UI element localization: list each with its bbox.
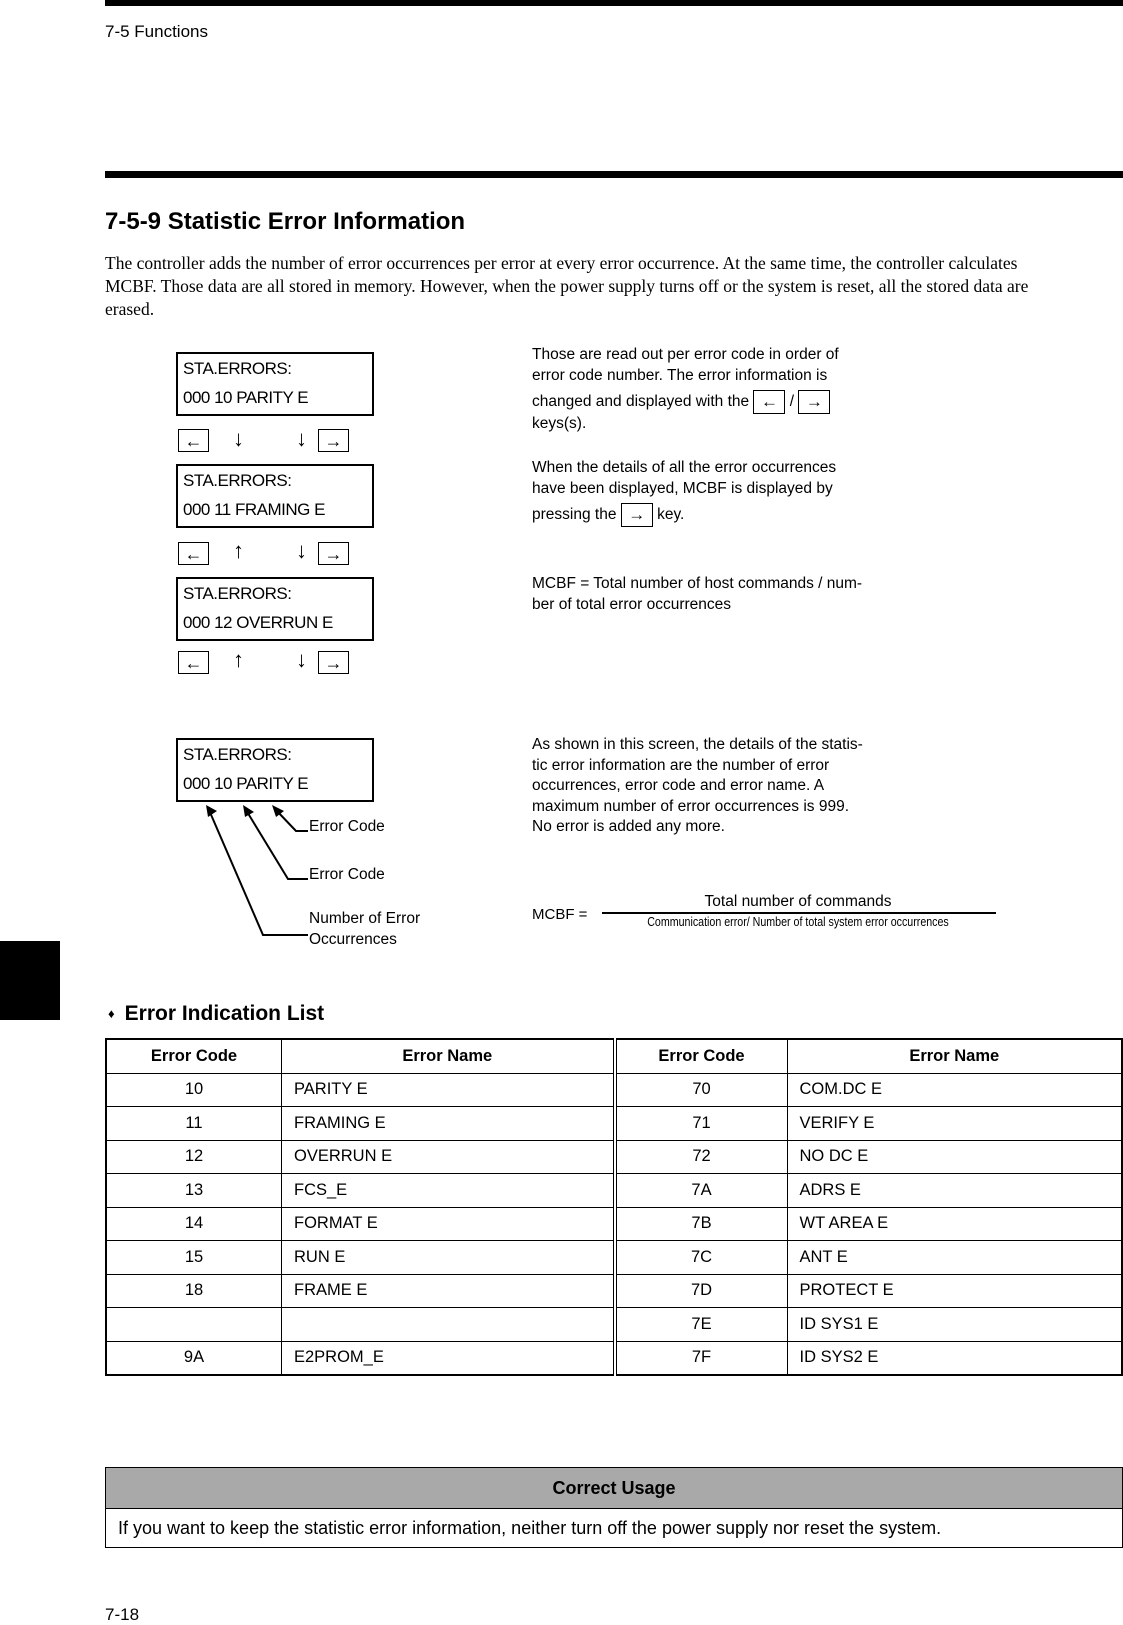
error-name-cell: VERIFY E — [787, 1107, 1122, 1141]
lcd-line-2: 000 10 PARITY E — [183, 774, 309, 793]
callout-error-code: Error Code — [309, 866, 385, 883]
note-line: keys(s). — [532, 415, 587, 432]
chapter-thumb-tab — [0, 941, 60, 1020]
callout-line: Number of Error — [309, 910, 421, 927]
left-arrow-key-icon: ← — [753, 390, 785, 414]
error-code-cell: 12 — [106, 1140, 282, 1174]
error-code-cell — [106, 1308, 282, 1342]
error-name-cell: ADRS E — [787, 1174, 1122, 1208]
down-arrow-icon: ↓ — [233, 426, 244, 451]
error-name-cell — [282, 1308, 615, 1342]
mcbf-formula-denominator: Communication error/ Number of total system error occurrences — [647, 914, 949, 929]
lcd-line-1: STA.ERRORS: — [183, 359, 292, 378]
error-name-cell: FORMAT E — [282, 1207, 615, 1241]
error-list-title-text: Error Indication List — [124, 1002, 325, 1025]
mcbf-formula-numerator: Total number of commands — [704, 893, 892, 910]
correct-usage-text: If you want to keep the statistic error information, neither turn off the power supply nor reset the system. — [118, 1518, 942, 1538]
error-name-cell: OVERRUN E — [282, 1140, 615, 1174]
down-arrow-icon: ↓ — [296, 538, 307, 563]
note-line: MCBF = Total number of host commands / num- — [532, 575, 863, 592]
note-line: No error is added any more. — [532, 818, 725, 835]
column-header: Error Code — [615, 1039, 788, 1073]
error-code-cell: 7E — [615, 1308, 788, 1342]
callout-error-code: Error Code — [309, 818, 385, 835]
correct-usage-title: Correct Usage — [106, 1468, 1122, 1509]
correct-usage-box — [105, 1467, 1123, 1548]
down-arrow-icon: ↓ — [296, 426, 307, 451]
note-line: tic error information are the number of error — [532, 756, 830, 774]
error-name-cell: E2PROM_E — [282, 1341, 615, 1375]
lcd-line-1: STA.ERRORS: — [183, 471, 292, 490]
diamond-bullet-icon: ♦ — [108, 1006, 115, 1021]
right-arrow-key-icon: → — [621, 503, 653, 527]
callout-number-of-occurrences — [309, 909, 420, 950]
note-line: error code number. The error information is — [532, 366, 828, 384]
column-header: Error Code — [106, 1039, 282, 1073]
lcd-line-2: 000 11 FRAMING E — [183, 500, 325, 519]
error-code-cell: 11 — [106, 1107, 282, 1141]
column-header: Error Name — [282, 1039, 615, 1073]
error-code-cell: 7F — [615, 1341, 788, 1375]
error-code-cell: 18 — [106, 1274, 282, 1308]
table-row — [106, 1207, 1122, 1241]
page-number: 7-18 — [105, 1605, 140, 1624]
error-code-cell: 13 — [106, 1174, 282, 1208]
up-arrow-icon: ↑ — [233, 538, 244, 563]
lcd-line-1: STA.ERRORS: — [183, 584, 292, 603]
table-header-row — [106, 1039, 1122, 1073]
error-name-cell: FCS_E — [282, 1174, 615, 1208]
note-line: Those are read out per error code in order of — [532, 346, 839, 363]
note-text: pressing the — [532, 506, 617, 524]
error-name-cell: PARITY E — [282, 1073, 615, 1107]
error-name-cell: ANT E — [787, 1241, 1122, 1275]
lcd-line-2: 000 10 PARITY E — [183, 388, 309, 407]
error-indication-table — [105, 1038, 1123, 1376]
error-name-cell: WT AREA E — [787, 1207, 1122, 1241]
error-name-cell: FRAMING E — [282, 1107, 615, 1141]
error-list-title — [108, 1002, 324, 1026]
left-arrow-key-icon: ← — [178, 429, 209, 452]
note-line: When the details of all the error occurrences — [532, 459, 837, 476]
table-row — [106, 1274, 1122, 1308]
note-text: changed and displayed with the — [532, 393, 750, 411]
lcd-line-1: STA.ERRORS: — [183, 745, 292, 764]
note-line: As shown in this screen, the details of the statis- — [532, 736, 863, 753]
table-row — [106, 1140, 1122, 1174]
error-code-cell: 9A — [106, 1341, 282, 1375]
error-code-cell: 10 — [106, 1073, 282, 1107]
intro-line: The controller adds the number of error occurrences per error at every error occurrence. At the same time, the controller calculates — [105, 253, 1018, 273]
note-text: key. — [657, 506, 685, 524]
lcd-line-2: 000 12 OVERRUN E — [183, 613, 333, 632]
error-code-cell: 7D — [615, 1274, 788, 1308]
error-code-cell: 71 — [615, 1107, 788, 1141]
callout-line: Occurrences — [309, 930, 397, 948]
right-arrow-key-icon: → — [318, 542, 349, 565]
down-arrow-icon: ↓ — [296, 647, 307, 672]
left-arrow-key-icon: ← — [178, 651, 209, 674]
up-arrow-icon: ↑ — [233, 647, 244, 672]
error-code-cell: 72 — [615, 1140, 788, 1174]
error-name-cell: ID SYS1 E — [787, 1308, 1122, 1342]
table-row — [106, 1308, 1122, 1342]
mcbf-formula-lhs: MCBF = — [532, 906, 588, 923]
section-title: 7-5-9 Statistic Error Information — [105, 208, 466, 235]
right-arrow-key-icon: → — [798, 390, 830, 414]
error-name-cell: PROTECT E — [787, 1274, 1122, 1308]
note-line: occurrences, error code and error name. A — [532, 777, 825, 794]
detail-note — [532, 735, 912, 838]
error-code-cell: 15 — [106, 1241, 282, 1275]
table-row — [106, 1241, 1122, 1275]
right-arrow-key-icon: → — [318, 429, 349, 452]
note-line: have been displayed, MCBF is displayed by — [532, 479, 833, 497]
error-name-cell: NO DC E — [787, 1140, 1122, 1174]
intro-line: MCBF. Those data are all stored in memory. However, when the power supply turns off or the system is reset, all the stored data are — [105, 276, 1029, 296]
error-code-cell: 7A — [615, 1174, 788, 1208]
error-name-cell: FRAME E — [282, 1274, 615, 1308]
note-line: ber of total error occurrences — [532, 595, 732, 613]
intro-line: erased. — [105, 299, 155, 319]
error-name-cell: ID SYS2 E — [787, 1341, 1122, 1375]
error-code-cell: 7B — [615, 1207, 788, 1241]
error-code-cell: 70 — [615, 1073, 788, 1107]
error-name-cell: COM.DC E — [787, 1073, 1122, 1107]
error-code-cell: 7C — [615, 1241, 788, 1275]
slash-separator: / — [789, 393, 795, 411]
table-row — [106, 1107, 1122, 1141]
table-row — [106, 1341, 1122, 1375]
table-row — [106, 1073, 1122, 1107]
column-header: Error Name — [787, 1039, 1122, 1073]
error-name-cell: RUN E — [282, 1241, 615, 1275]
error-code-cell: 14 — [106, 1207, 282, 1241]
left-arrow-key-icon: ← — [178, 542, 209, 565]
right-arrow-key-icon: → — [318, 651, 349, 674]
note-line: maximum number of error occurrences is 999. — [532, 797, 850, 815]
table-row — [106, 1174, 1122, 1208]
running-head: 7-5 Functions — [105, 22, 208, 41]
